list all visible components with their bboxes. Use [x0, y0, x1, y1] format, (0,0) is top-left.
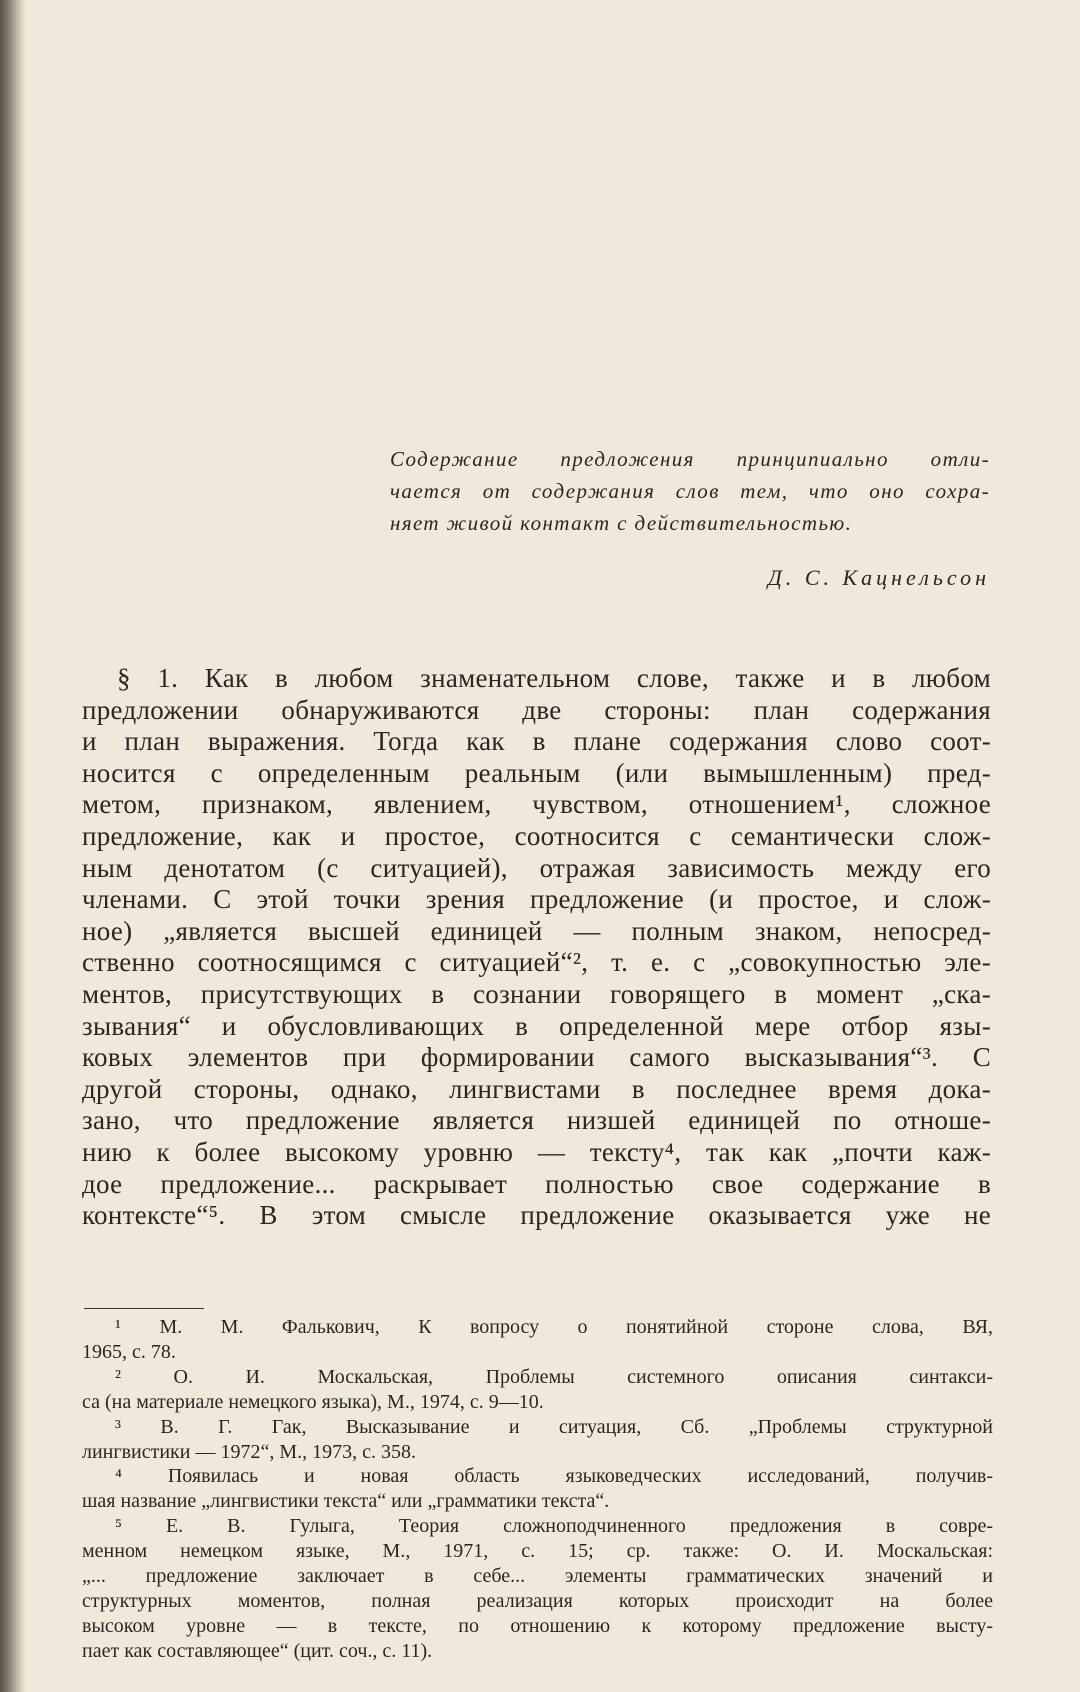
footnote-line: шая название „лингвистики текста“ или „грамматики текста“. — [82, 1490, 610, 1513]
paragraph-line: носится с определенным реальным (или вымышленным) пред- — [82, 757, 991, 788]
paragraph-line: ковых элементов при формировании самого высказывания“³. С — [82, 1042, 991, 1073]
epigraph-line: Содержание предложения принципиально отли- — [390, 447, 990, 471]
paragraph-line: членами. С этой точки зрения предложение (и простое, и слож- — [82, 884, 991, 915]
paragraph-line: предложении обнаруживаются две стороны: план содержания — [82, 694, 991, 725]
footnote-line: са (на материале немецкого языка), М., 1974, с. 9—10. — [82, 1390, 544, 1413]
footnote-line: „... предложение заключает в себе... элементы грамматических значений и — [82, 1565, 993, 1588]
footnote-line: структурных моментов, полная реализация которых происходит на более — [82, 1589, 993, 1612]
footnote-line: ¹ М. М. Фалькович, К вопросу о понятийной стороне слова, ВЯ, — [115, 1316, 993, 1338]
epigraph — [390, 443, 990, 539]
paragraph-line: предложение, как и простое, соотносится с семантически слож- — [82, 820, 991, 851]
footnote-1 — [82, 1315, 993, 1365]
footnote-separator — [84, 1308, 204, 1309]
paragraph-line: ментов, присутствующих в сознании говорящего в момент „ска- — [82, 978, 991, 1009]
paragraph-line: зывания“ и обусловливающих в определенной мере отбор язы- — [82, 1010, 991, 1041]
footnote-2 — [82, 1365, 993, 1415]
footnote-line: пает как составляющее“ (цит. соч., с. 11). — [82, 1639, 433, 1662]
footnote-3 — [82, 1415, 993, 1465]
footnote-4 — [82, 1464, 993, 1514]
footnote-line: лингвистики — 1972“, М., 1973, с. 358. — [82, 1440, 417, 1463]
paragraph-line: дое предложение... раскрывает полностью свое содержание в — [82, 1168, 991, 1199]
paragraph-line: контексте“⁵. В этом смысле предложение оказывается уже не — [82, 1200, 991, 1231]
footnote-line: ² О. И. Москальская, Проблемы системного описания синтакси- — [115, 1365, 993, 1388]
paragraph-line: ным денотатом (с ситуацией), отражая зависимость между его — [82, 852, 991, 883]
footnote-line: ³ В. Г. Гак, Высказывание и ситуация, Сб. „Проблемы структурной — [115, 1415, 993, 1438]
footnote-line: 1965, с. 78. — [82, 1340, 176, 1363]
footnote-line: ⁵ Е. В. Гулыга, Теория сложноподчиненного предложения в совре- — [115, 1515, 993, 1538]
epigraph-line: чается от содержания слов тем, что оно сохра- — [390, 479, 990, 503]
footnote-line: менном немецком языке, М., 1971, с. 15; ср. также: О. И. Москальская: — [82, 1540, 993, 1563]
paragraph-line: метом, признаком, явлением, чувством, отношением¹, сложное — [82, 789, 991, 820]
paragraph-line: другой стороны, однако, лингвистами в последнее время дока- — [82, 1073, 991, 1104]
paragraph-line: ственно соотносящимся с ситуацией“², т. е. с „совокупностью эле- — [82, 947, 991, 978]
paragraph-line: ное) „является высшей единицей — полным знаком, непосред- — [82, 915, 991, 946]
footnote-5 — [82, 1514, 993, 1663]
epigraph-line: няет живой контакт с действительностью. — [390, 511, 853, 535]
footnotes — [82, 1315, 993, 1664]
epigraph-author: Д. С. Кацнельсон — [767, 565, 990, 590]
paragraph-line: нию к более высокому уровню — тексту⁴, так как „почти каж- — [82, 1136, 991, 1167]
binding-edge-shadow — [0, 0, 26, 1692]
paragraph-line: и план выражения. Тогда как в плане содержания слово соот- — [82, 726, 991, 757]
footnote-line: высоком уровне — в тексте, по отношению к которому предложение высту- — [82, 1614, 993, 1637]
footnote-line: ⁴ Появилась и новая область языковедческих исследований, получив- — [115, 1465, 993, 1488]
paragraph-line: зано, что предложение является низшей единицей по отноше- — [82, 1105, 991, 1136]
paragraph-line: § 1. Как в любом знаменательном слове, также и в любом — [117, 663, 991, 693]
main-paragraph — [82, 663, 991, 1232]
